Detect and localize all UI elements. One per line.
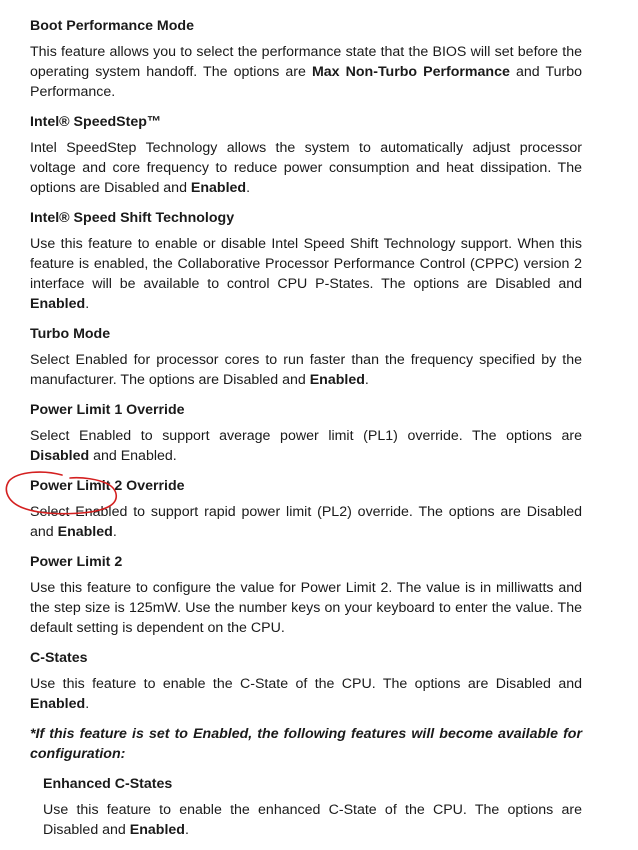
default-option: Max Non-Turbo Performance <box>311 64 510 80</box>
section-heading: Intel® Speed Shift Technology <box>30 210 235 226</box>
text-run: Select Enabled to support average power limit (PL1) override. The options are <box>30 428 582 444</box>
section-description <box>30 138 582 198</box>
section-description <box>30 426 582 466</box>
text-run: . <box>112 524 117 540</box>
section-heading: Power Limit 2 <box>30 554 123 570</box>
default-option: Enabled <box>30 296 86 312</box>
default-option: Enabled <box>57 524 113 540</box>
section-c-states <box>30 648 582 764</box>
default-option: Enabled <box>30 696 86 712</box>
text-run: Use this feature to configure the value for Power Limit 2. The value is in milliwatts and the step size is 125mW. Use the number keys on your keyboard to enter the value. The default setting is dependent on the CPU. <box>30 580 582 636</box>
section-note: *If this feature is set to Enabled, the following features will become available for configuration: <box>30 726 582 762</box>
section-description <box>30 674 582 714</box>
manual-page <box>30 16 582 850</box>
section-turbo-mode <box>30 324 582 390</box>
section-power-limit-2-override <box>30 476 582 542</box>
text-run: and Turbo Performance. <box>30 64 582 100</box>
section-heading: Power Limit 2 Override <box>30 478 185 494</box>
default-option: Enabled <box>309 372 365 388</box>
text-run: Select Enabled for processor cores to run faster than the frequency specified by the manufacturer. The options are Disabled and <box>30 352 582 388</box>
section-description <box>30 42 582 102</box>
text-run: . <box>85 696 90 712</box>
section-description <box>30 502 582 542</box>
section-description <box>30 578 582 638</box>
section-heading: Power Limit 1 Override <box>30 402 185 418</box>
text-run: Select Enabled to support rapid power limit (PL2) override. The options are Disabled and <box>30 504 582 540</box>
section-boot-performance-mode <box>30 16 582 102</box>
section-power-limit-1-override <box>30 400 582 466</box>
section-enhanced-c-states <box>43 774 582 840</box>
section-power-limit-2 <box>30 552 582 638</box>
text-run: Use this feature to enable the C-State of the CPU. The options are Disabled and <box>30 676 582 692</box>
section-heading: Intel® SpeedStep™ <box>30 114 162 130</box>
text-run: Use this feature to enable or disable Intel Speed Shift Technology support. When this feature is enabled, the Collaborative Processor Performance Control (CPPC) version 2 interface will be available to control CPU P-States. The options are Disabled and <box>30 236 582 292</box>
default-option: Enabled <box>190 180 247 196</box>
text-run: Use this feature to enable the enhanced C-State of the CPU. The options are Disabled and <box>43 802 582 838</box>
section-description <box>43 800 582 840</box>
text-run: Intel SpeedStep Technology allows the system to automatically adjust processor voltage and core frequency to reduce power consumption and heat dissipation. The options are Disabled and <box>30 140 582 196</box>
text-run: . <box>184 822 189 838</box>
section-description <box>30 350 582 390</box>
section-intel-speedstep <box>30 112 582 198</box>
section-heading: Enhanced C-States <box>43 776 173 792</box>
text-run: . <box>364 372 369 388</box>
text-run: and Enabled. <box>89 448 177 464</box>
section-heading: C-States <box>30 650 88 666</box>
section-description <box>30 234 582 314</box>
section-intel-speed-shift <box>30 208 582 314</box>
default-option: Enabled <box>129 822 185 838</box>
text-run: . <box>85 296 90 312</box>
section-heading: Turbo Mode <box>30 326 111 342</box>
section-heading: Boot Performance Mode <box>30 18 194 34</box>
text-run: This feature allows you to select the performance state that the BIOS will set before the operating system handoff. The options are <box>30 44 582 80</box>
text-run: . <box>246 180 251 196</box>
default-option: Disabled <box>30 448 90 464</box>
